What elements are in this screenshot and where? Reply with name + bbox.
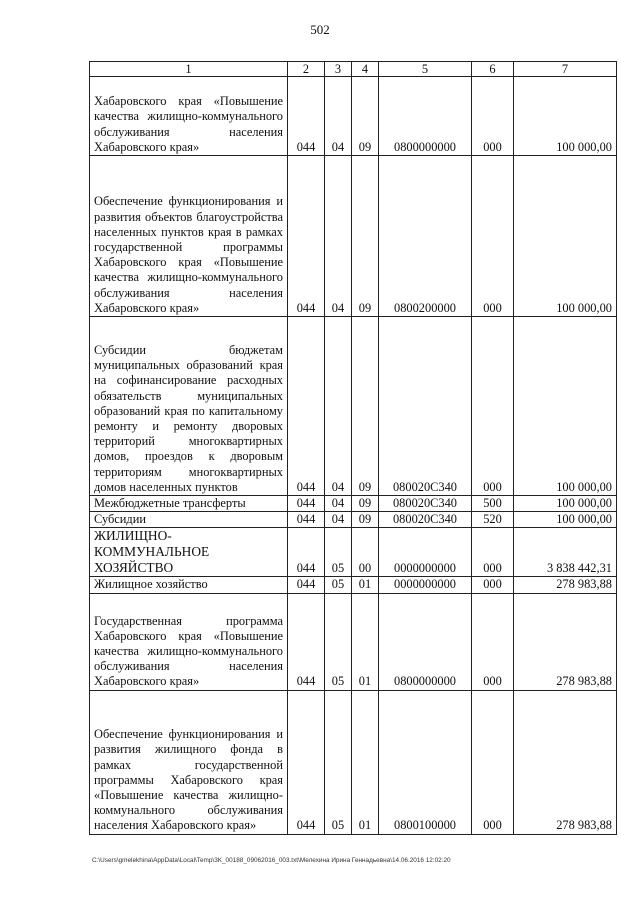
row-amount: 100 000,00 — [514, 496, 617, 512]
header-cell: 6 — [472, 62, 514, 77]
header-cell: 1 — [90, 62, 288, 77]
page-number: 502 — [310, 22, 330, 37]
header-cell: 2 — [288, 62, 325, 77]
row-rz: 05 — [325, 593, 352, 690]
row-amount: 278 983,88 — [514, 577, 617, 593]
row-pr: 01 — [352, 577, 379, 593]
row-name: Хабаровского края «Повышение качества жилищно-коммунального обслуживания населения Хабаровского края» — [90, 77, 288, 156]
row-grbs: 044 — [288, 317, 325, 496]
row-rz: 05 — [325, 577, 352, 593]
row-pr: 09 — [352, 156, 379, 317]
table-row — [90, 156, 617, 317]
table-row — [90, 577, 617, 593]
row-csr: 0800100000 — [379, 690, 472, 834]
row-vr: 500 — [472, 496, 514, 512]
row-grbs: 044 — [288, 512, 325, 528]
row-grbs: 044 — [288, 156, 325, 317]
table-row — [90, 496, 617, 512]
row-name: Государственная программа Хабаровского края «Повышение качества жилищно-коммунального обслуживания населения Хабаровского края» — [90, 593, 288, 690]
row-name: ЖИЛИЩНО-КОММУНАЛЬНОЕ ХОЗЯЙСТВО — [90, 528, 288, 577]
row-name: Жилищное хозяйство — [90, 577, 288, 593]
row-amount: 100 000,00 — [514, 317, 617, 496]
table-header-row — [90, 62, 617, 77]
row-vr: 000 — [472, 577, 514, 593]
header-cell: 7 — [514, 62, 617, 77]
row-grbs: 044 — [288, 77, 325, 156]
row-grbs: 044 — [288, 496, 325, 512]
row-vr: 000 — [472, 156, 514, 317]
row-rz: 05 — [325, 528, 352, 577]
budget-table — [89, 61, 617, 835]
row-amount: 3 838 442,31 — [514, 528, 617, 577]
row-grbs: 044 — [288, 577, 325, 593]
row-rz: 04 — [325, 512, 352, 528]
row-amount: 100 000,00 — [514, 156, 617, 317]
row-csr: 0000000000 — [379, 577, 472, 593]
row-csr: 080020С340 — [379, 317, 472, 496]
row-amount: 278 983,88 — [514, 593, 617, 690]
row-vr: 000 — [472, 77, 514, 156]
table-row — [90, 690, 617, 834]
row-pr: 09 — [352, 512, 379, 528]
row-pr: 09 — [352, 496, 379, 512]
table-row — [90, 77, 617, 156]
row-vr: 000 — [472, 528, 514, 577]
row-vr: 000 — [472, 317, 514, 496]
header-cell: 5 — [379, 62, 472, 77]
row-name: Обеспечение функционирования и развития жилищного фонда в рамках государственной программы Хабаровского края «Повышение качества жилищно-коммунального обслуживания населения Хабаровского края» — [90, 690, 288, 834]
row-grbs: 044 — [288, 528, 325, 577]
row-csr: 0800200000 — [379, 156, 472, 317]
table-row — [90, 512, 617, 528]
row-rz: 04 — [325, 156, 352, 317]
row-pr: 09 — [352, 317, 379, 496]
row-name: Обеспечение функционирования и развития объектов благоустройства населенных пунктов края в рамках государственной программы Хабаровского края «Повышение качества жилищно-коммунального обслуживания населения Хабаровского края» — [90, 156, 288, 317]
row-name: Субсидии — [90, 512, 288, 528]
header-cell: 4 — [352, 62, 379, 77]
row-amount: 278 983,88 — [514, 690, 617, 834]
row-pr: 01 — [352, 593, 379, 690]
row-csr: 0800000000 — [379, 77, 472, 156]
row-csr: 080020С340 — [379, 496, 472, 512]
row-vr: 000 — [472, 690, 514, 834]
table-row — [90, 317, 617, 496]
row-vr: 520 — [472, 512, 514, 528]
row-rz: 04 — [325, 496, 352, 512]
row-name: Субсидии бюджетам муниципальных образований края на софинансирование расходных обязательств муниципальных образований края по капитальному ремонту и ремонту дворовых территорий многоквартирных домов, проездов к дворовым территориям многоквартирных домов населенных пунктов — [90, 317, 288, 496]
row-pr: 09 — [352, 77, 379, 156]
row-amount: 100 000,00 — [514, 512, 617, 528]
table-row — [90, 528, 617, 577]
row-grbs: 044 — [288, 593, 325, 690]
row-csr: 0800000000 — [379, 593, 472, 690]
row-rz: 04 — [325, 317, 352, 496]
header-cell: 3 — [325, 62, 352, 77]
row-rz: 04 — [325, 77, 352, 156]
file-path-footer: C:\Users\gmelekhina\AppData\Local\Temp\3K_00188_09062016_003.txt\Мелехина Ирина Геннадьевна\14.06.2016 12:02:20 — [92, 857, 451, 864]
row-pr: 00 — [352, 528, 379, 577]
table-row — [90, 593, 617, 690]
row-csr: 080020С340 — [379, 512, 472, 528]
row-csr: 0000000000 — [379, 528, 472, 577]
row-vr: 000 — [472, 593, 514, 690]
row-rz: 05 — [325, 690, 352, 834]
row-amount: 100 000,00 — [514, 77, 617, 156]
row-name: Межбюджетные трансферты — [90, 496, 288, 512]
row-pr: 01 — [352, 690, 379, 834]
row-grbs: 044 — [288, 690, 325, 834]
